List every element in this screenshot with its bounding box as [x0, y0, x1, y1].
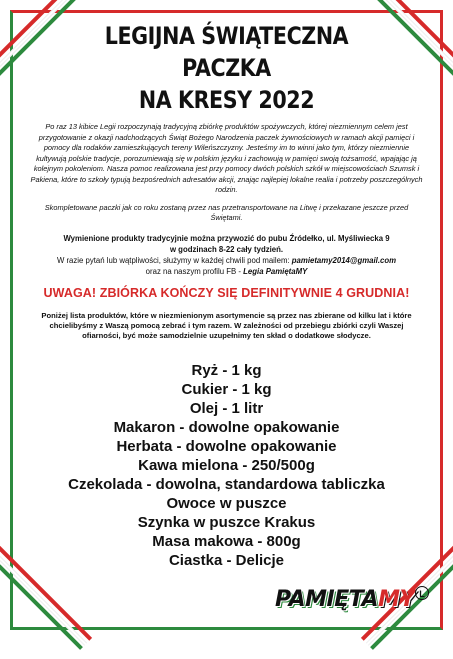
product-item: Masa makowa - 800g — [152, 532, 301, 550]
product-item: Olej - 1 litr — [189, 399, 264, 417]
product-item: Kawa mielona - 250/500g — [138, 456, 315, 474]
transport-paragraph: Skompletowane paczki jak co roku zostaną przez nas przetransportowane na Litwę i przekazane jeszcze przed Świętami. — [44, 202, 409, 222]
fb-name[interactable]: Legia PamiętaMY — [243, 266, 308, 276]
product-item: Ciastka - Delicje — [168, 551, 285, 569]
fb-prefix: oraz na naszym profilu FB - — [145, 266, 244, 276]
product-item: Ryż - 1 kg — [191, 361, 262, 379]
title — [58, 20, 396, 116]
pamietamy-logo — [275, 582, 425, 618]
products-note: Poniżej lista produktów, które w niezmienionym asortymencie są przez nas zbierane od kilku lat i które chcielibyśmy z Waszą pomocą zebrać i tym razem. W zależności od przebiegu zbiórki czyli Waszej ofiarności, być może samodzielnie uzupełnimy ten skład o dodatkowe słodycze. — [41, 310, 412, 340]
flyer-content — [30, 20, 423, 570]
product-item: Herbata - dowolne opakowanie — [116, 437, 337, 455]
logo-text-part2: MY — [378, 587, 415, 612]
product-list — [30, 361, 423, 570]
contact-info — [30, 255, 423, 277]
legia-badge-icon: L — [415, 586, 429, 600]
dropoff-line-1: Wymienione produkty tradycyjnie można przywozić do pubu Źródełko, ul. Myśliwiecka 9 — [63, 233, 390, 243]
title-line-1: LEGIJNA ŚWIĄTECZNA PACZKA — [104, 22, 349, 82]
contact-email[interactable]: pamietamy2014@gmail.com — [291, 255, 397, 265]
intro-paragraph: Po raz 13 kibice Legii rozpoczynają tradycyjną zbiórkę produktów spożywczych, której niezmiennym celem jest przygotowanie z okazji nadchodzących Świąt Bożego Narodzenia paczek żywnościowych w ramach akcji pamięci i pomocy dla rodaków zamieszkujących tereny Wileńszczyzny. Jesteśmy im to winni jako tym, którzy niezmiennie kultywują polskie tradycje, porozumiewają się w polskim języku i zachowują w pamięci swoją tożsamość, wpajając ją kolejnym pokoleniom. Nasza pomoc realizowana jest przy pomocy dwóch polskich szkół w miejscowościach Szumsk i Pakiena, które to szkoły typują bezpośrednich adresatów akcji, znając najlepiej lokalne realia i potrzeby poszczególnych rodzin. — [30, 122, 423, 194]
deadline-alert: UWAGA! ZBIÓRKA KOŃCZY SIĘ DEFINITYWNIE 4 GRUDNIA! — [43, 285, 410, 300]
product-item: Owoce w puszce — [166, 494, 287, 512]
product-item: Szynka w puszce Krakus — [137, 513, 316, 531]
dropoff-line-2: w godzinach 8-22 cały tydzień. — [169, 244, 284, 254]
product-item: Makaron - dowolne opakowanie — [113, 418, 340, 436]
title-line-2: NA KRESY 2022 — [138, 86, 315, 114]
product-item: Czekolada - dowolna, standardowa tabliczka — [68, 475, 385, 493]
logo-text-part1: PAMIĘTA — [275, 587, 379, 612]
contact-prefix: W razie pytań lub wątpliwości, służymy w każdej chwili pod mailem: — [56, 255, 292, 265]
dropoff-info — [30, 233, 423, 255]
product-item: Cukier - 1 kg — [181, 380, 272, 398]
